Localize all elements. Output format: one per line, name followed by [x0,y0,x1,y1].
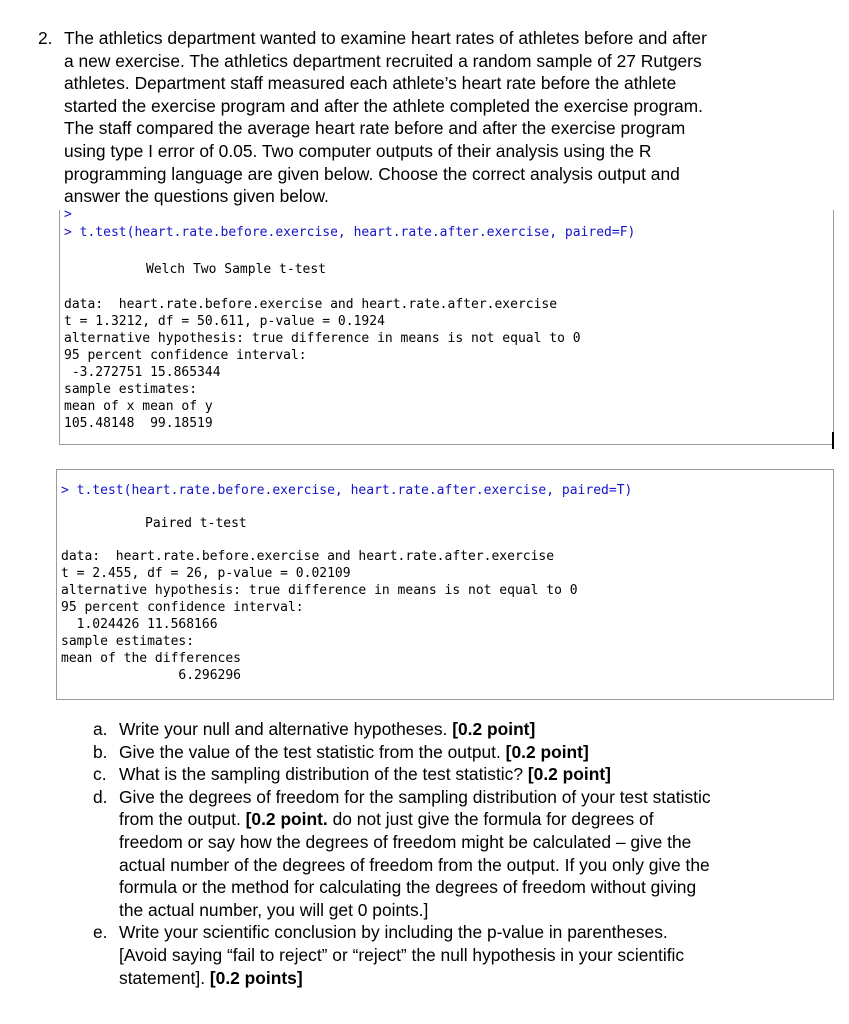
item-text: Write your null and alternative hypotheses. [119,719,453,739]
console-command: > t.test(heart.rate.before.exercise, heart.rate.after.exercise, paired=T) [61,483,633,498]
sub-questions [93,718,773,989]
estimates-values: 6.296296 [61,668,242,683]
item-points: [0.2 point] [527,764,611,785]
sub-question-e [93,921,773,989]
test-title: Paired t-test [145,516,247,531]
console-prompt: > [64,207,72,222]
r-output-welch [59,207,834,445]
item-text: actual number of the degrees of freedom from the output. If you only give the [119,854,710,875]
item-label: b. [93,741,108,762]
question-line: The staff compared the average heart rate before and after the exercise program [64,118,686,139]
question-line: programming language are given below. Choose the correct analysis output and [64,163,680,184]
ci-values: -3.272751 15.865344 [64,365,221,380]
item-label: a. [93,719,108,739]
question-number: 2. [38,28,53,48]
estimates-label: sample estimates: [61,634,195,649]
item-label: d. [93,786,108,807]
data-line: data: heart.rate.before.exercise and heart.rate.after.exercise [64,297,558,312]
item-points: [0.2 points] [209,967,303,988]
estimates-label: sample estimates: [64,382,198,397]
ci-values: 1.024426 11.568166 [61,617,218,632]
item-text: Give the degrees of freedom for the sampling distribution of your test statistic [119,786,711,807]
ci-label: 95 percent confidence interval: [61,600,304,615]
item-text: freedom or say how the degrees of freedom might be calculated – give the [119,831,692,852]
sub-question-c [93,763,773,786]
estimates-values: 105.48148 99.18519 [64,416,213,431]
item-text: formula or the method for calculating the degrees of freedom without giving [119,877,697,898]
alternative-line: alternative hypothesis: true difference in means is not equal to 0 [61,583,578,598]
data-line: data: heart.rate.before.exercise and heart.rate.after.exercise [61,549,555,564]
item-label: c. [93,764,107,785]
question-line: started the exercise program and after the athlete completed the exercise program. [64,95,703,116]
item-text: the actual number, you will get 0 points.] [119,899,429,920]
text-cursor [832,432,834,449]
alternative-line: alternative hypothesis: true difference in means is not equal to 0 [64,331,581,346]
ci-label: 95 percent confidence interval: [64,348,307,363]
statistic-line: t = 1.3212, df = 50.611, p-value = 0.1924 [64,314,385,329]
item-text: from the output. [119,809,246,830]
sub-question-b [93,741,773,764]
console-command: > t.test(heart.rate.before.exercise, heart.rate.after.exercise, paired=F) [64,225,636,240]
item-text: What is the sampling distribution of the test statistic? [119,764,528,785]
item-points: [0.2 point] [505,741,589,762]
item-text: do not just give the formula for degrees of [327,809,654,830]
sub-question-a [93,718,773,741]
test-title: Welch Two Sample t-test [146,262,327,277]
item-text: statement]. [119,967,210,988]
item-points: [0.2 point] [452,719,536,739]
question-body [64,27,764,208]
question-line: a new exercise. The athletics department recruited a random sample of 27 Rutgers [64,50,702,71]
item-text: Write your scientific conclusion by including the p-value in parentheses. [119,922,668,943]
statistic-line: t = 2.455, df = 26, p-value = 0.02109 [61,566,351,581]
estimates-header: mean of the differences [61,651,242,666]
item-text: Give the value of the test statistic from the output. [119,741,506,762]
question-line: The athletics department wanted to examine heart rates of athletes before and after [64,28,707,48]
item-points: [0.2 point. [245,809,328,830]
question-line: athletes. Department staff measured each athlete’s heart rate before the athlete [64,73,677,94]
sub-question-d [93,786,773,922]
r-output-paired [56,469,834,700]
question-line: using type I error of 0.05. Two computer outputs of their analysis using the R [64,140,652,161]
estimates-header: mean of x mean of y [64,399,213,414]
item-text: [Avoid saying “fail to reject” or “reject” the null hypothesis in your scientific [119,944,685,965]
item-label: e. [93,922,108,943]
question-line: answer the questions given below. [64,186,329,207]
